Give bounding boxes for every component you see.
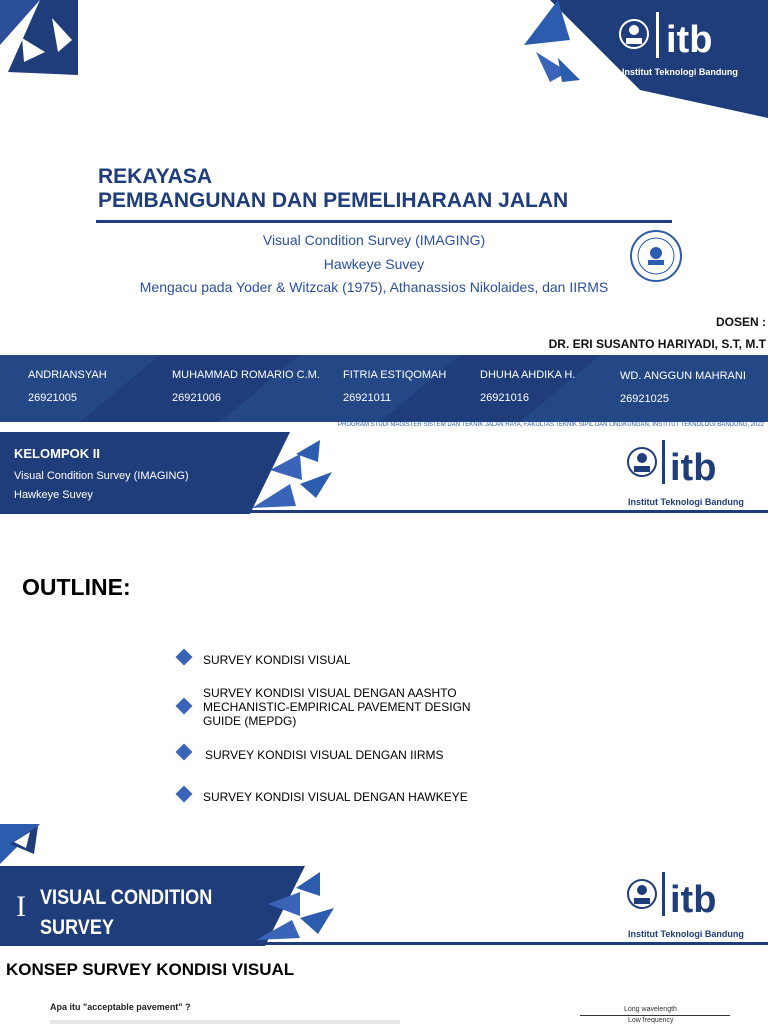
header-rule xyxy=(0,942,768,945)
outline-item-text: SURVEY KONDISI VISUAL DENGAN HAWKEYE xyxy=(203,790,468,804)
itb-logo-mark xyxy=(616,8,756,64)
outline-item-text: SURVEY KONDISI VISUAL DENGAN AASHTO MECHANISTIC-EMPIRICAL PAVEMENT DESIGN GUIDE (MEPDG) xyxy=(203,686,471,728)
title-line-1: REKAYASA xyxy=(98,165,212,188)
diagram-arrow-line xyxy=(580,1015,730,1016)
title-line-2: PEMBANGUNAN DAN PEMELIHARAAN JALAN xyxy=(98,189,569,212)
slide-section xyxy=(0,824,768,1024)
outline-item-text: SURVEY KONDISI VISUAL xyxy=(203,653,351,667)
dosen-label: DOSEN : xyxy=(715,315,766,329)
header-subtitle-2: Hawkeye Suvey xyxy=(14,489,93,501)
diamond-bullet-icon xyxy=(176,649,193,666)
diagram-label-frequency: Low frequency xyxy=(628,1017,674,1024)
member-name-1: ANDRIANSYAH xyxy=(28,369,107,381)
decor-triangles-top-left xyxy=(0,0,80,80)
outline-title: OUTLINE: xyxy=(22,574,131,600)
itb-seal-icon xyxy=(628,230,684,282)
member-name-5: WD. ANGGUN MAHRANI xyxy=(620,370,746,382)
section-heading: KONSEP SURVEY KONDISI VISUAL xyxy=(6,960,295,979)
dosen-name: DR. ERI SUSANTO HARIYADI, S.T, M.T xyxy=(548,337,766,351)
header-subtitle-1: Visual Condition Survey (IMAGING) xyxy=(14,470,189,482)
section-roman-numeral: I xyxy=(16,890,26,923)
member-name-4: DHUHA AHDIKA H. xyxy=(480,369,576,381)
itb-logo xyxy=(622,868,762,938)
wavelength-diagram xyxy=(576,1004,736,1024)
kelompok-title: KELOMPOK II xyxy=(14,446,100,461)
diamond-bullet-icon xyxy=(176,744,193,761)
itb-logo-mark xyxy=(622,436,762,488)
logo-caption: Institut Teknologi Bandung xyxy=(628,929,744,939)
slide-outline xyxy=(0,432,768,818)
member-id-2: 26921006 xyxy=(172,392,221,404)
section-title-line-2: SURVEY xyxy=(40,916,114,939)
member-id-1: 26921005 xyxy=(28,392,77,404)
members-band-stripes xyxy=(0,355,768,422)
itb-logo xyxy=(616,8,756,78)
member-id-3: 26921011 xyxy=(343,392,392,404)
diamond-bullet-icon xyxy=(176,786,193,803)
svg-text:itb: itb xyxy=(666,19,713,61)
title-underline xyxy=(96,220,672,223)
outline-item-text: SURVEY KONDISI VISUAL DENGAN IIRMS xyxy=(205,748,444,762)
member-id-4: 26921016 xyxy=(480,392,529,404)
slide-title xyxy=(0,0,768,428)
member-name-2: MUHAMMAD ROMARIO C.M. xyxy=(172,369,320,381)
member-name-3: FITRIA ESTIQOMAH xyxy=(343,369,447,381)
svg-text:itb: itb xyxy=(670,447,717,489)
member-id-5: 26921025 xyxy=(620,393,669,405)
question-text: Apa itu "acceptable pavement" ? xyxy=(50,1002,191,1012)
section-title-line-1: VISUAL CONDITION xyxy=(40,886,213,909)
members-band xyxy=(0,355,768,422)
logo-caption: Institut Teknologi Bandung xyxy=(628,497,744,507)
diamond-bullet-icon xyxy=(176,698,193,715)
diagram-label-wavelength: Long wavelength xyxy=(624,1006,677,1013)
subtitle-1: Visual Condition Survey (IMAGING) xyxy=(262,232,486,248)
footer-program: PROGRAM STUDI MAGISTER SISTEM DAN TEKNIK JALAN RAYA, FAKULTAS TEKNIK SIPIL DAN LINGKUNGAN, INSTITUT TEKNOLOGI BANDUNG, 2022 xyxy=(338,422,764,428)
svg-text:itb: itb xyxy=(670,879,717,921)
subtitle-2: Hawkeye Suvey xyxy=(323,256,425,272)
itb-logo xyxy=(622,436,762,506)
decor-triangles-corner xyxy=(0,824,44,868)
header-rule xyxy=(0,510,768,513)
logo-caption: Institut Teknologi Bandung xyxy=(622,67,738,77)
itb-logo-mark xyxy=(622,868,762,920)
faded-text-line xyxy=(50,1020,400,1024)
reference-text: Mengacu pada Yoder & Witzcak (1975), Athanassios Nikolaides, dan IIRMS xyxy=(139,279,609,295)
